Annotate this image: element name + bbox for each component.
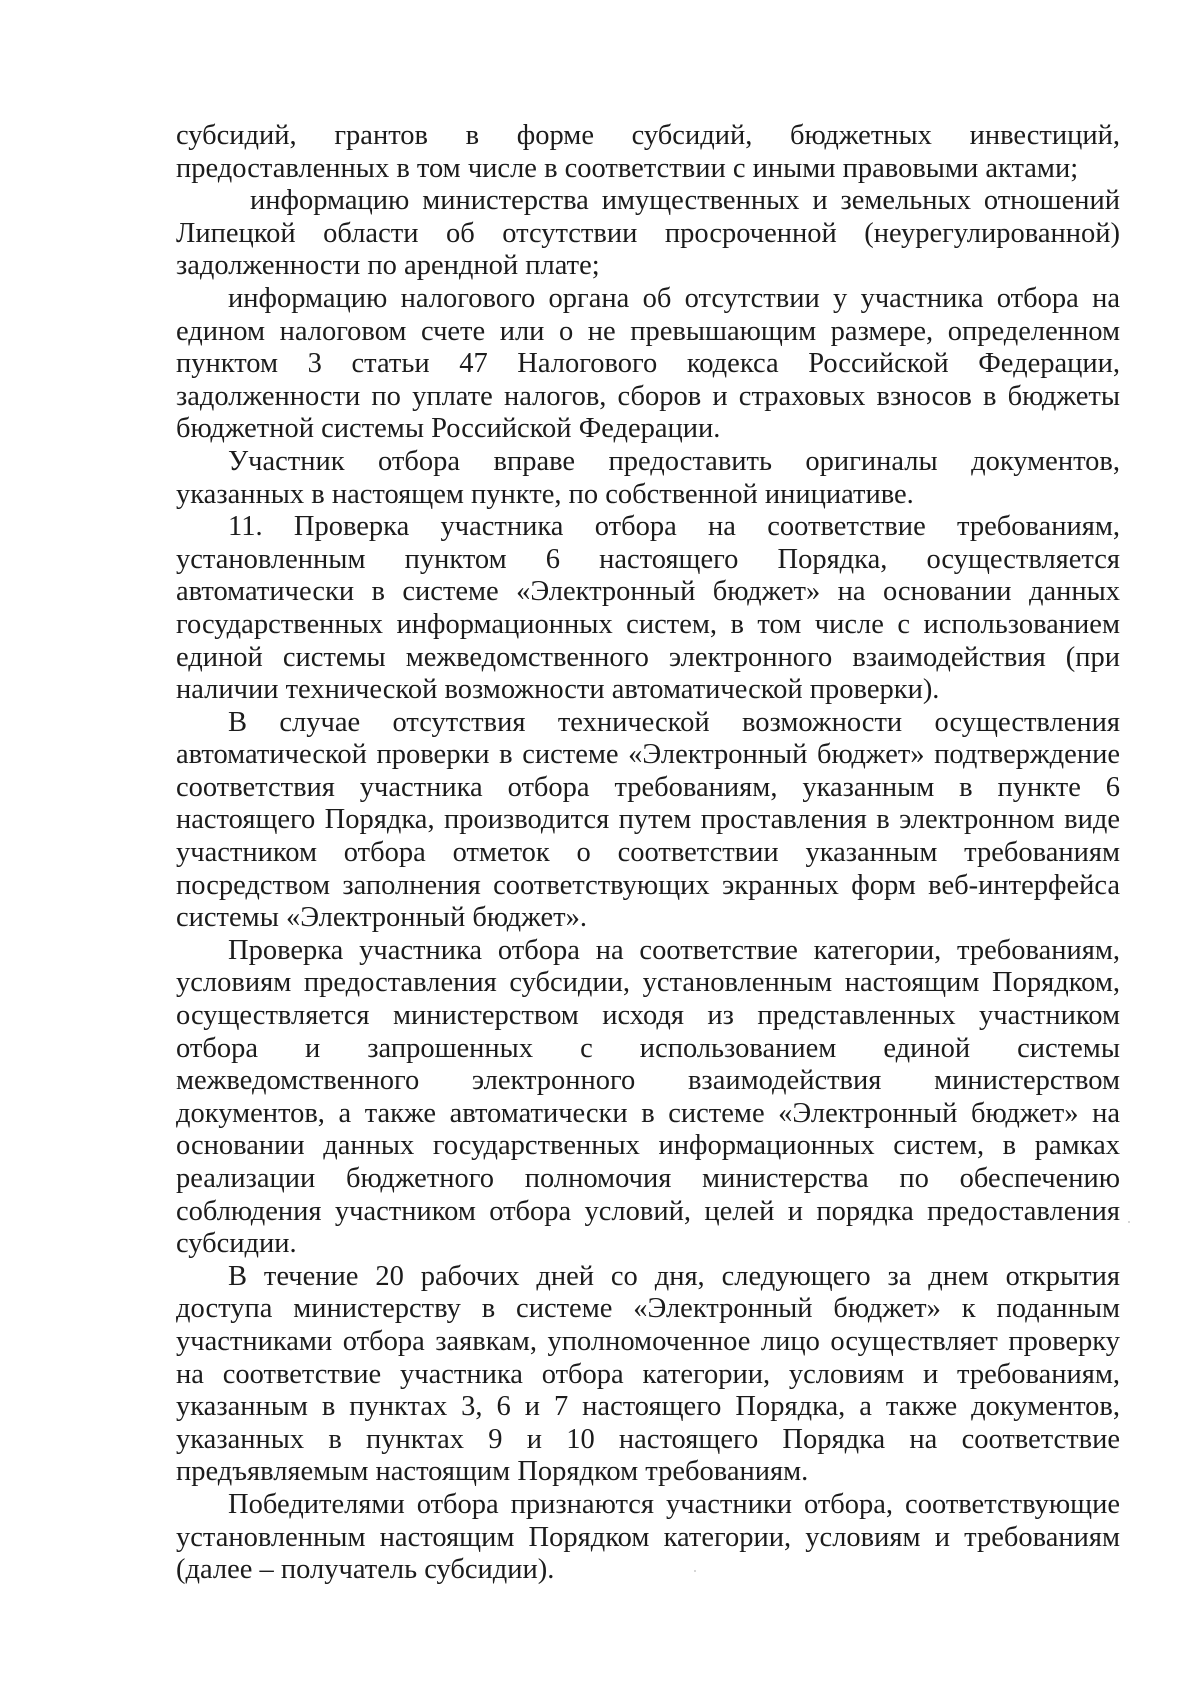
paragraph-item-11: 11. Проверка участника отбора на соответствие требованиям, установленным пунктом 6 настоящего Порядка, осуществляется автоматически в системе «Электронный бюджет» на основании данных государственных информационных систем, в том числе с использованием единой системы межведомственного электронного взаимодействия (при наличии технической возможности автоматической проверки). (176, 511, 1120, 706)
paragraph-tax-authority-info: информацию налогового органа об отсутствии у участника отбора на едином налоговом счете или о не превышающим размере, определенном пунктом 3 статьи 47 Налогового кодекса Российской Федерации, задолженности по уплате налогов, сборов и страховых взносов в бюджеты бюджетной системы Российской Федерации. (176, 282, 1120, 445)
paragraph-ministry-check: Проверка участника отбора на соответствие категории, требованиям, условиям предоставления субсидии, установленным настоящим Порядком, осуществляется министерством исходя из представленных участником отбора и запрошенных с использованием единой системы межведомственного электронного взаимодействия министерством документов, а также автоматически в системе «Электронный бюджет» на основании данных государственных информационных систем, в рамках реализации бюджетного полномочия министерства по обеспечению соблюдения участником отбора условий, целей и порядка предоставления субсидии. (176, 934, 1120, 1260)
paragraph-originals-right: Участник отбора вправе предоставить оригиналы документов, указанных в настоящем пункте, по собственной инициативе. (176, 445, 1120, 510)
scan-speck (1128, 1221, 1130, 1223)
paragraph-continuation: субсидий, грантов в форме субсидий, бюджетных инвестиций, предоставленных в том числе в соответствии с иными правовыми актами; (176, 120, 1120, 184)
document-body (176, 120, 1120, 1587)
paragraph-review-period: В течение 20 рабочих дней со дня, следующего за днем открытия доступа министерству в системе «Электронный бюджет» к поданным участниками отбора заявкам, уполномоченное лицо осуществляет проверку на соответствие участника отбора категории, условиям и требованиям, указанным в пунктах 3, 6 и 7 настоящего Порядка, а также документов, указанных в пунктах 9 и 10 настоящего Порядка на соответствие предъявляемым настоящим Порядком требованиям. (176, 1260, 1120, 1488)
paragraph-property-ministry-info: информацию министерства имущественных и земельных отношений Липецкой области об отсутствии просроченной (неурегулированной) задолженности по арендной плате; (176, 185, 1120, 282)
scan-speck (694, 1570, 696, 1572)
paragraph-manual-check: В случае отсутствия технической возможности осуществления автоматической проверки в системе «Электронный бюджет» подтверждение соответствия участника отбора требованиям, указанным в пункте 6 настоящего Порядка, производится путем проставления в электронном виде участником отбора отметок о соответствии указанным требованиям посредством заполнения соответствующих экранных форм веб-интерфейса системы «Электронный бюджет». (176, 706, 1120, 934)
paragraph-winners: Победителями отбора признаются участники отбора, соответствующие установленным настоящим Порядком категории, условиям и требованиям (далее – получатель субсидии). (176, 1488, 1120, 1586)
